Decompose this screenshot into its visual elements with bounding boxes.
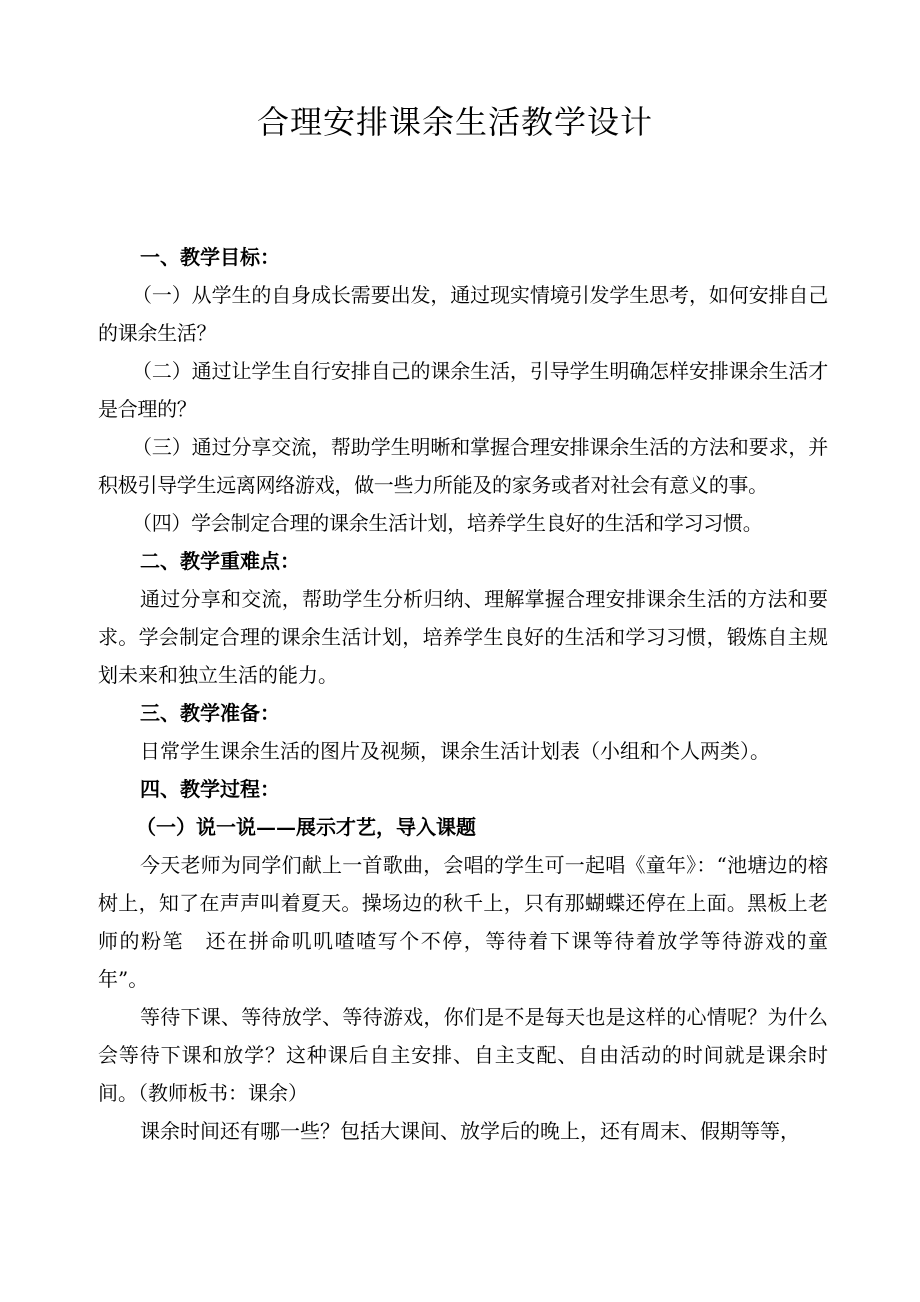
- document-body: [98, 238, 828, 1150]
- section-heading-key-points: 二、教学重难点：: [140, 549, 300, 573]
- paragraph: 等待下课、等待放学、等待游戏，你们是不是每天也是这样的心情呢？为什么会等待下课和放学？这种课后自主安排、自主支配、自由活动的时间就是课余时间。（教师板书：课余）: [98, 1005, 828, 1105]
- paragraph: 日常学生课余生活的图片及视频，课余生活计划表（小组和个人两类）。: [140, 739, 770, 763]
- paragraph: （一）从学生的自身成长需要出发，通过现实情境引发学生思考，如何安排自己的课余生活？: [98, 283, 828, 345]
- paragraph: 课余时间还有哪一些？包括大课间、放学后的晚上，还有周末、假期等等，: [140, 1119, 800, 1143]
- section-heading-preparation: 三、教学准备：: [140, 701, 280, 725]
- paragraph: 今天老师为同学们献上一首歌曲，会唱的学生可一起唱《童年》：“池塘边的榕树上，知了在声声叫着夏天。操场边的秋千上，只有那蝴蝶还停在上面。黑板上老师的粉笔 还在拼命叽叽喳喳写个不停，等待着下课等待着放学等待游戏的童年”。: [98, 853, 828, 991]
- paragraph: 通过分享和交流，帮助学生分析归纳、理解掌握合理安排课余生活的方法和要求。学会制定合理的课余生活计划，培养学生良好的生活和学习习惯，锻炼自主规划未来和独立生活的能力。: [98, 587, 828, 687]
- sub-heading-talk: （一）说一说——展示才艺，导入课题: [136, 815, 476, 839]
- paragraph: （三）通过分享交流，帮助学生明晰和掌握合理安排课余生活的方法和要求，并积极引导学生远离网络游戏，做一些力所能及的家务或者对社会有意义的事。: [98, 435, 828, 497]
- paragraph: （二）通过让学生自行安排自己的课余生活，引导学生明确怎样安排课余生活才是合理的？: [98, 359, 828, 421]
- section-heading-objectives: 一、教学目标：: [140, 245, 280, 269]
- document-title: 合理安排课余生活教学设计: [256, 103, 653, 141]
- paragraph: （四）学会制定合理的课余生活计划，培养学生良好的生活和学习习惯。: [132, 511, 763, 535]
- section-heading-process: 四、教学过程：: [140, 777, 280, 801]
